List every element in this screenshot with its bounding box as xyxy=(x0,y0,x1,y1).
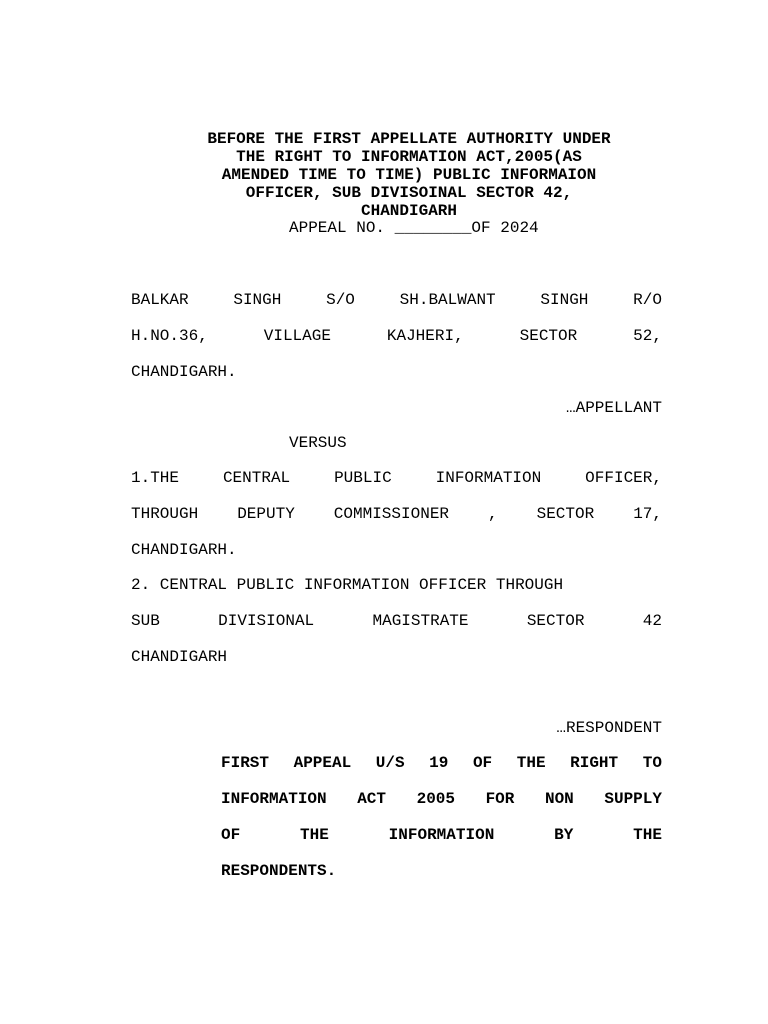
word: KAJHERI, xyxy=(386,327,464,345)
respondent-2-line: CHANDIGARH xyxy=(131,648,228,666)
word: U/S xyxy=(375,754,405,772)
subject-line xyxy=(221,825,662,845)
word: INFORMATION xyxy=(221,790,327,808)
heading-line: OFFICER, SUB DIVISOINAL SECTOR 42, xyxy=(245,184,573,202)
word: 2005 xyxy=(416,790,455,808)
word: SINGH xyxy=(540,291,589,309)
word: OF xyxy=(472,754,493,772)
word: 17, xyxy=(633,505,662,523)
word: FIRST xyxy=(221,754,270,772)
subject-line xyxy=(221,789,662,809)
word: R/O xyxy=(633,291,662,309)
word: APPEAL xyxy=(293,754,352,772)
word: MAGISTRATE xyxy=(372,612,469,630)
word: , xyxy=(488,505,498,523)
word: SECTOR xyxy=(536,505,595,523)
word: SINGH xyxy=(233,291,282,309)
respondent-1-line xyxy=(131,468,662,488)
appellant-line xyxy=(131,326,662,346)
heading-line: AMENDED TIME TO TIME) PUBLIC INFORMAION xyxy=(221,166,597,184)
appellant-role: …APPELLANT xyxy=(565,399,662,417)
word: SECTOR xyxy=(519,327,578,345)
word: OFFICER, xyxy=(585,469,662,487)
word: BALKAR xyxy=(131,291,189,309)
word: THE xyxy=(633,826,662,844)
word: INFORMATION xyxy=(388,826,495,844)
appellant-line: CHANDIGARH. xyxy=(131,363,237,381)
word: 1.THE xyxy=(131,469,180,487)
versus-label: VERSUS xyxy=(289,434,347,452)
respondent-1-line: CHANDIGARH. xyxy=(131,541,237,559)
word: 42 xyxy=(642,612,662,630)
word: THE xyxy=(516,754,546,772)
respondent-1-line xyxy=(131,504,662,524)
word: THROUGH xyxy=(131,505,199,523)
word: OF xyxy=(221,826,241,844)
word: SECTOR xyxy=(526,612,585,630)
word: S/O xyxy=(326,291,355,309)
appeal-number: APPEAL NO. ________OF 2024 xyxy=(289,219,539,237)
appellant-line xyxy=(131,290,662,310)
word: CENTRAL xyxy=(222,469,291,487)
word: H.NO.36, xyxy=(131,327,208,345)
word: THE xyxy=(300,826,329,844)
subject-line xyxy=(221,753,662,773)
word: BY xyxy=(554,826,574,844)
word: DEPUTY xyxy=(237,505,295,523)
respondent-2-line xyxy=(131,611,662,631)
word: TO xyxy=(642,754,662,772)
word: VILLAGE xyxy=(263,327,331,345)
word: SH.BALWANT xyxy=(399,291,496,309)
word: 19 xyxy=(429,754,449,772)
heading-line: CHANDIGARH xyxy=(360,202,457,220)
heading-line: BEFORE THE FIRST APPELLATE AUTHORITY UNDER xyxy=(207,130,611,148)
respondent-2-line: 2. CENTRAL PUBLIC INFORMATION OFFICER THROUGH xyxy=(131,576,564,594)
subject-line: RESPONDENTS. xyxy=(221,862,337,880)
word: SUB xyxy=(131,612,160,630)
word: 52, xyxy=(633,327,662,345)
word: DIVISIONAL xyxy=(218,612,315,630)
word: RIGHT xyxy=(570,754,619,772)
word: COMMISSIONER xyxy=(333,505,450,523)
word: INFORMATION xyxy=(435,469,542,487)
word: NON xyxy=(544,790,574,808)
word: PUBLIC xyxy=(334,469,392,487)
word: FOR xyxy=(485,790,515,808)
word: SUPPLY xyxy=(604,790,662,808)
respondent-role: …RESPONDENT xyxy=(556,719,662,737)
document-heading xyxy=(140,130,678,220)
heading-line: THE RIGHT TO INFORMATION ACT,2005(AS xyxy=(236,148,582,166)
word: ACT xyxy=(357,790,387,808)
